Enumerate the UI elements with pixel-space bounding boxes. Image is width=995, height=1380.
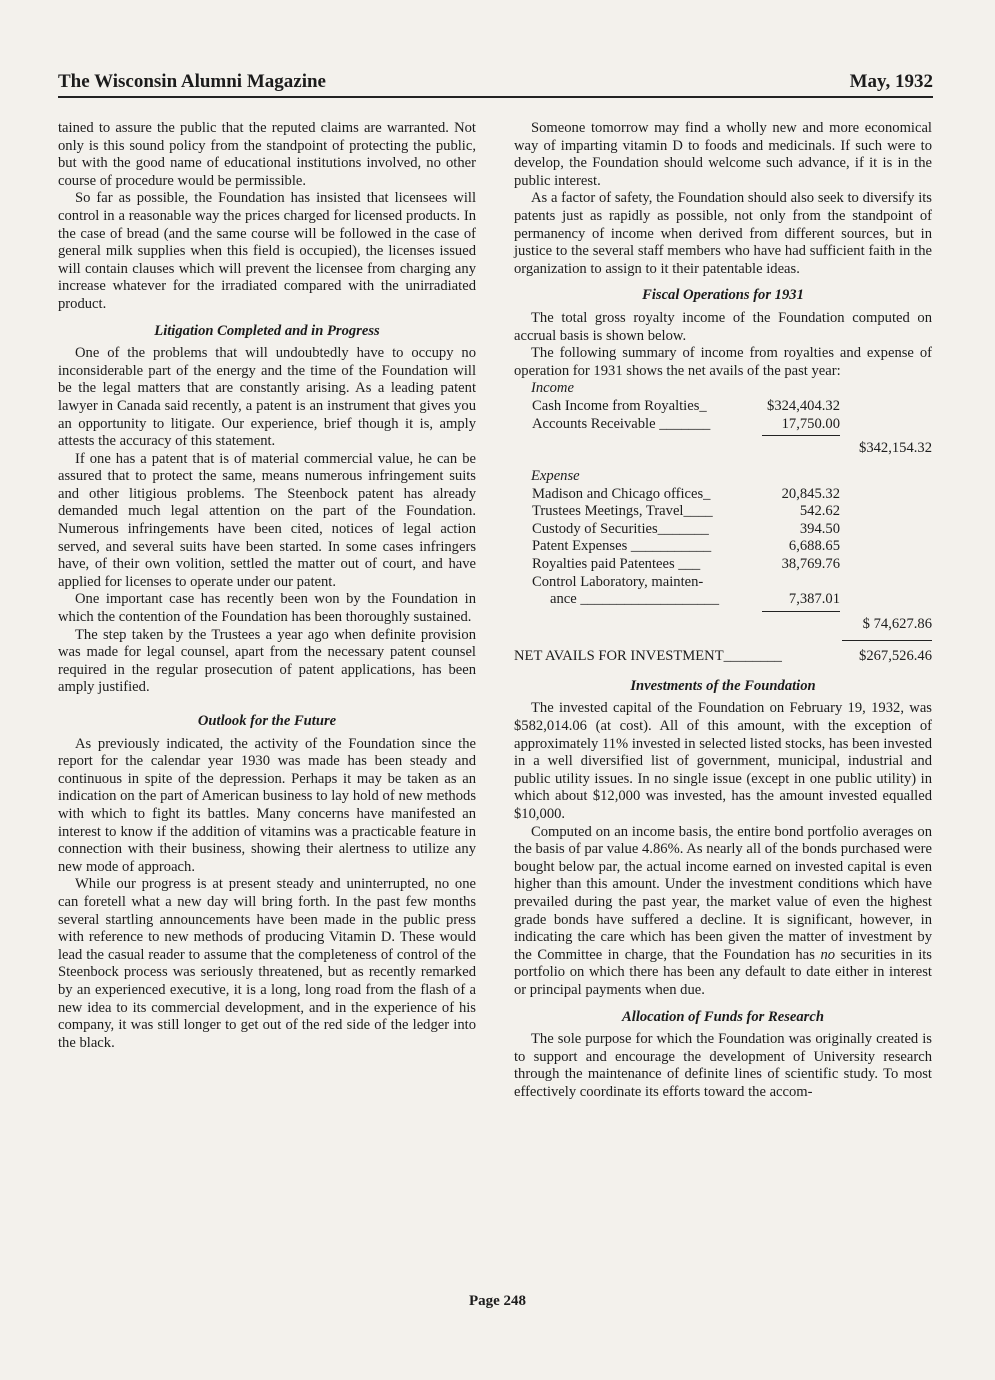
paragraph: The invested capital of the Foundation on February 19, 1932, was $582,014.06 (at cost). All of this amount, with the exception of approximately 11% invested in selected listed stocks, has been invested in a well diversified list of government, municipal, industrial and public utility issues. In no single issue (except in one public utility) in which about $12,000 was invested, has the amount invested equalled $10,000. (514, 700, 932, 822)
expense-total: $ 74,627.86 (862, 615, 932, 632)
section-heading: Fiscal Operations for 1931 (642, 287, 804, 304)
net-row (514, 646, 932, 668)
paragraph: Someone tomorrow may find a wholly new and more economical way of imparting vitamin D to foods and medicinals. If such were to develop, the Foundation should welcome such advance, if it is in the public interest. (514, 120, 932, 189)
paragraph: One important case has recently been won by the Foundation in which the contention of the Foundation has been thoroughly sustained. (58, 591, 476, 626)
paragraph: As a factor of safety, the Foundation should also seek to diversify its patents just as rapidly as possible, not only from the standpoint of permanency of income when derived from different sources, but in justice to the several staff members who have had sufficient faith in the organization to assign to it their patentable ideas. (514, 190, 932, 277)
net-amount: $267,526.46 (859, 647, 932, 664)
paragraph: So far as possible, the Foundation has insisted that licensees will control in a reasonable way the prices charged for licensed products. In the case of bread (and the same course will be followed in the case of general milk supplies when this field is occupied), the licenses issued will contain clauses which will prevent the licensee from charging any increase whatever for the irradiated compared with the unirradiated product. (58, 190, 476, 312)
emphasis: no (820, 946, 836, 963)
paragraph: Computed on an income basis, the entire bond portfolio averages on the basis of par value 4.86%. As nearly all of the bonds purchased were bought below par, the actual income earned on invested capital is even higher than this amount. Under the investment conditions which have prevailed during the past year, the market value of even the highest grade bonds have suffered a decline. It is significant, however, in indicating the care which has been given the matter of investment by the Committee in charge, that the Foundation has no securities in its portfolio on which there has been any default to date either in interest or principal payments when due. (514, 823, 932, 998)
table-row (514, 398, 932, 416)
right-column (514, 120, 932, 1102)
paragraph: The step taken by the Trustees a year ago when definite provision was made for legal counsel, apart from the necessary patent counsel required in the regular prosecution of patent applications, has been amply justified. (58, 626, 476, 696)
financial-statement (514, 380, 932, 668)
magazine-title: The Wisconsin Alumni Magazine (58, 71, 326, 92)
line-item-amount: $324,404.32 (767, 397, 840, 414)
left-column (58, 120, 476, 1052)
paragraph: While our progress is at present steady and uninterrupted, no one can foretell what a new day will bring forth. In the past few months several startling announcements have been made in the public press with reference to new methods of producing Vitamin D. These would lead the casual reader to assume that the completeness of control of the Steenbock process was seriously threatened, but as recently remarked by an experienced executive, it is a long, long road from the flash of a new idea to its commercial development, and in the experience of his company, it was still longer to get out of the red side of the ledger into the black. (58, 876, 476, 1051)
table-row (514, 574, 932, 592)
table-row (514, 591, 932, 609)
line-item-amount: 20,845.32 (781, 485, 840, 502)
line-item-amount: 38,769.76 (781, 556, 840, 573)
line-item-label: Patent Expenses ___________ (532, 538, 712, 555)
expense-label: Expense (531, 468, 580, 485)
table-row (514, 503, 932, 521)
paragraph: If one has a patent that is of material commercial value, he can be assured that to protect the same, means numerous infringement suits and other litigious problems. The Steenbock patent has already demanded much legal attention on the part of the Foundation. Numerous infringements have been cited, notices of legal action served, and several suits have been started. In some cases infringers have, of their own volition, settled the matter out of court, and have applied for licenses to operate under our patent. (58, 450, 476, 590)
line-item-label: ance ___________________ (550, 591, 720, 608)
table-row (514, 556, 932, 574)
net-label: NET AVAILS FOR INVESTMENT________ (514, 647, 782, 664)
line-item-amount: 6,688.65 (788, 538, 840, 555)
total-rule (842, 640, 932, 641)
line-item-label: Accounts Receivable _______ (532, 415, 711, 432)
total-row (514, 612, 932, 634)
line-item-label: Cash Income from Royalties_ (532, 397, 707, 414)
line-item-amount: 17,750.00 (781, 415, 840, 432)
line-item-label: Control Laboratory, mainten- (532, 573, 704, 590)
section-heading: Investments of the Foundation (630, 677, 816, 694)
paragraph: One of the problems that will undoubtedly have to occupy no inconsiderable part of the energy and the time of the Foundation will be the legal matters that are constantly arising. As a leading patent lawyer in Canada said recently, a patent is an instrument that gives you an opportunity to litigate. Our experience, brief though it is, amply attests the accuracy of this statement. (58, 345, 476, 450)
line-item-amount: 394.50 (799, 520, 840, 537)
page-header (58, 66, 933, 98)
table-row (514, 521, 932, 539)
section-heading: Outlook for the Future (197, 713, 337, 729)
line-item-label: Royalties paid Patentees ___ (532, 556, 701, 573)
page-number: Page 248 (468, 1293, 527, 1309)
paragraph: The total gross royalty income of the Foundation computed on accrual basis is shown below. (514, 309, 932, 344)
section-heading: Litigation Completed and in Progress (154, 322, 380, 339)
section-heading: Allocation of Funds for Research (622, 1008, 824, 1025)
line-item-amount: 7,387.01 (788, 591, 840, 608)
table-row (514, 538, 932, 556)
table-row (514, 416, 932, 434)
line-item-label: Madison and Chicago offices_ (532, 485, 711, 502)
table-row (514, 486, 932, 504)
income-label: Income (531, 380, 574, 397)
line-item-label: Custody of Securities_______ (532, 520, 709, 537)
paragraph: tained to assure the public that the reputed claims are warranted. Not only is this sound policy from the standpoint of protecting the public, but with the good name of educational institutions involved, no other course of procedure would be permissible. (58, 120, 476, 189)
income-total: $342,154.32 (859, 440, 932, 457)
paragraph: The sole purpose for which the Foundation was originally created is to support and encourage the development of University research through the maintenance of definite lines of scientific study. To most effectively coordinate its efforts toward the accom- (514, 1031, 932, 1100)
paragraph: The following summary of income from royalties and expense of operation for 1931 shows the net avails of the past year: (514, 345, 932, 379)
total-row (514, 436, 932, 458)
line-item-amount: 542.62 (799, 503, 840, 520)
issue-date: May, 1932 (849, 71, 933, 92)
line-item-label: Trustees Meetings, Travel____ (532, 503, 713, 520)
paragraph: As previously indicated, the activity of the Foundation since the report for the calendar year 1930 was made has been steady and continuous in spite of the depression. Perhaps it may be taken as an indication on the part of American business to lay hold of new methods with which to fight its battles. Many concerns have manifested an interest to know if the addition of vitamins was a practicable feature in connection with their business, showing their alertness to utilize any new mode of approach. (58, 735, 476, 875)
